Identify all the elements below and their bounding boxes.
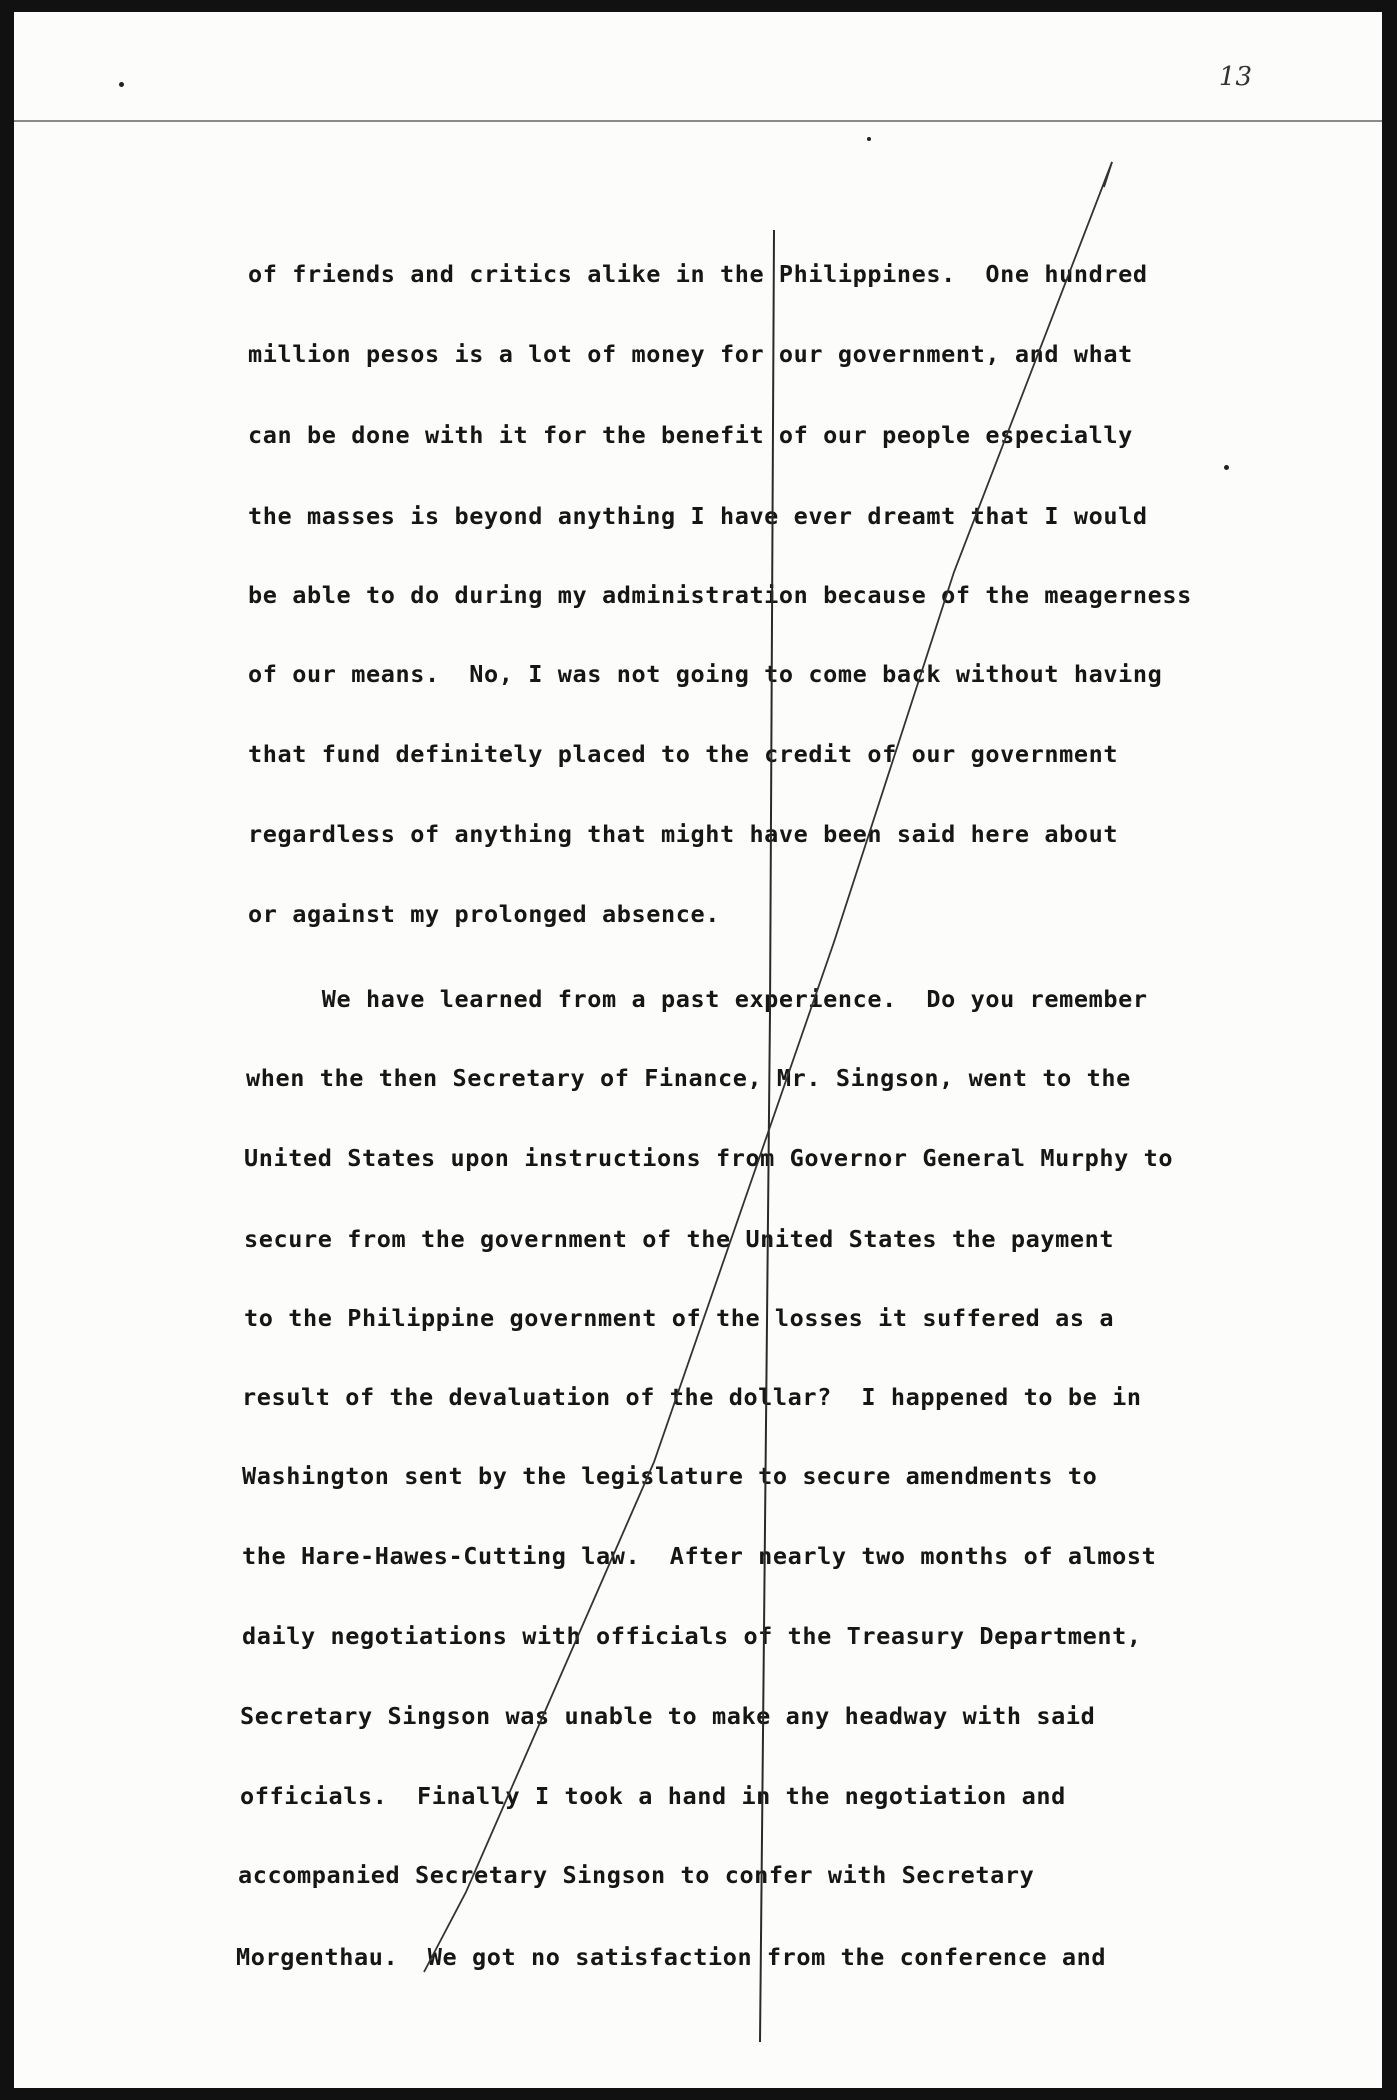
text-line: or against my prolonged absence. [248,900,720,928]
text-line: We have learned from a past experience. Do you remember [248,985,1148,1013]
text-line: can be done with it for the benefit of our people especially [248,421,1133,449]
text-line: Washington sent by the legislature to secure amendments to [242,1462,1098,1490]
text-line: secure from the government of the United States the payment [244,1225,1115,1253]
text-line: when the then Secretary of Finance, Mr. Singson, went to the [246,1064,1131,1092]
text-line: officials. Finally I took a hand in the negotiation and [240,1782,1066,1810]
body-text [14,12,1382,2088]
text-line: the Hare-Hawes-Cutting law. After nearly two months of almost [242,1542,1157,1570]
text-line: result of the devaluation of the dollar? I happened to be in [242,1383,1142,1411]
text-line: United States upon instructions from Governor General Murphy to [244,1144,1174,1172]
text-line: be able to do during my administration because of the meagerness [248,581,1192,609]
text-line: daily negotiations with officials of the Treasury Department, [242,1622,1142,1650]
page-number: 13 [1218,62,1252,92]
text-line: that fund definitely placed to the credit of our government [248,740,1119,768]
text-line: million pesos is a lot of money for our government, and what [248,340,1133,368]
text-line: Secretary Singson was unable to make any headway with said [240,1702,1096,1730]
text-line: Morgenthau. We got no satisfaction from the conference and [236,1943,1107,1971]
text-line: regardless of anything that might have been said here about [248,820,1119,848]
text-line: of our means. No, I was not going to come back without having [248,660,1163,688]
text-line: of friends and critics alike in the Philippines. One hundred [248,260,1148,288]
text-line: accompanied Secretary Singson to confer with Secretary [238,1861,1035,1889]
document-page [14,12,1382,2088]
text-line: the masses is beyond anything I have ever dreamt that I would [248,502,1148,530]
text-line: to the Philippine government of the losses it suffered as a [244,1304,1115,1332]
